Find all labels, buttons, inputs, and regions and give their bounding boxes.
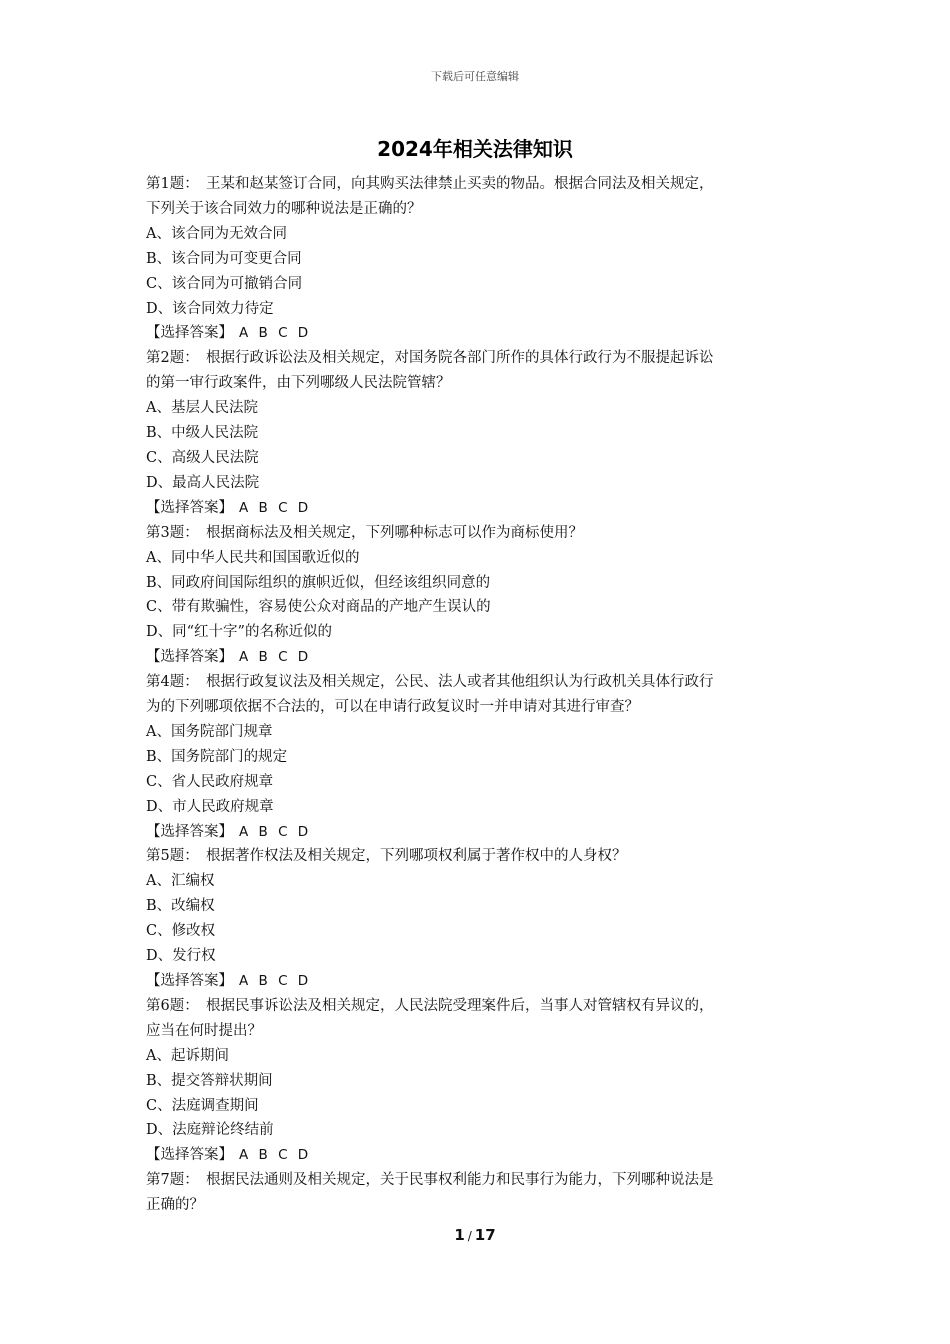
answer-selection (146, 820, 812, 845)
answer-label: 【选择答案】 (146, 649, 233, 666)
answer-option: B、该合同为可变更合同 (146, 250, 302, 267)
answer-selection (146, 321, 812, 346)
total-pages: 17 (474, 1226, 496, 1244)
question-block (146, 994, 812, 1168)
answer-label: 【选择答案】 (146, 823, 233, 840)
answer-label: 【选择答案】 (146, 325, 233, 342)
answer-letters: A B C D (239, 499, 309, 516)
current-page: 1 (454, 1226, 465, 1244)
answer-selection (146, 1143, 812, 1168)
answer-option: A、国务院部门规章 (146, 723, 273, 740)
answer-option: B、提交答辩状期间 (146, 1072, 273, 1089)
answer-option: D、最高人民法院 (146, 474, 260, 491)
answer-option: B、改编权 (146, 898, 215, 915)
document-title: 2024年相关法律知识 (377, 137, 573, 161)
answer-option: A、起诉期间 (146, 1047, 229, 1064)
answer-option: A、该合同为无效合同 (146, 225, 287, 242)
answer-label: 【选择答案】 (146, 499, 233, 516)
answer-option: C、带有欺骗性，容易使公众对商品的产地产生误认的 (146, 599, 491, 616)
question-block (146, 670, 812, 844)
answer-letters: A B C D (239, 325, 309, 342)
answer-option: C、修改权 (146, 923, 216, 940)
answer-option: A、基层人民法院 (146, 400, 258, 417)
answer-option: D、同“红十字”的名称近似的 (146, 624, 332, 641)
header-note: 下载后可任意编辑 (431, 70, 519, 83)
question-block (146, 844, 812, 993)
question-text: 第5题： 根据著作权法及相关规定，下列哪项权利属于著作权中的人身权？ (146, 848, 627, 865)
question-block (146, 1168, 812, 1218)
answer-letters: A B C D (239, 1147, 309, 1164)
answer-letters: A B C D (239, 649, 309, 666)
question-text: 第7题： 根据民法通则及相关规定，关于民事权利能力和民事行为能力，下列哪种说法是 (146, 1172, 714, 1189)
answer-label: 【选择答案】 (146, 973, 233, 989)
answer-selection (146, 969, 812, 994)
question-list (146, 172, 812, 1218)
answer-option: D、该合同效力待定 (146, 300, 274, 317)
question-text: 下列关于该合同效力的哪种说法是正确的？ (146, 200, 422, 217)
answer-option: B、国务院部门的规定 (146, 748, 288, 765)
question-text: 正确的？ (146, 1197, 204, 1214)
answer-selection (146, 496, 812, 521)
question-text: 第3题： 根据商标法及相关规定，下列哪种标志可以作为商标使用？ (146, 524, 583, 541)
answer-option: D、市人民政府规章 (146, 798, 274, 815)
question-text: 的第一审行政案件，由下列哪级人民法院管辖？ (146, 375, 451, 392)
page-number (0, 1226, 950, 1244)
answer-option: D、法庭辩论终结前 (146, 1122, 274, 1139)
answer-letters: A B C D (239, 973, 309, 989)
question-text: 第2题： 根据行政诉讼法及相关规定，对国务院各部门所作的具体行政行为不服提起诉讼 (146, 350, 714, 367)
question-text: 为的下列哪项依据不合法的，可以在申请行政复议时一并申请对其进行审查？ (146, 699, 639, 716)
answer-option: C、法庭调查期间 (146, 1097, 259, 1114)
question-text: 第6题： 根据民事诉讼法及相关规定，人民法院受理案件后，当事人对管辖权有异议的， (146, 997, 714, 1014)
answer-option: B、中级人民法院 (146, 425, 259, 442)
question-text: 第1题： 王某和赵某签订合同，向其购买法律禁止买卖的物品。根据合同法及相关规定， (146, 176, 714, 192)
answer-selection (146, 645, 812, 670)
answer-label: 【选择答案】 (146, 1147, 233, 1164)
answer-option: D、发行权 (146, 948, 216, 965)
answer-option: C、省人民政府规章 (146, 773, 274, 790)
answer-option: B、同政府间国际组织的旗帜近似，但经该组织同意的 (146, 574, 491, 591)
question-block (146, 521, 812, 670)
answer-option: A、同中华人民共和国国歌近似的 (146, 549, 360, 566)
question-text: 应当在何时提出？ (146, 1022, 262, 1039)
question-block (146, 346, 812, 520)
question-text: 第4题： 根据行政复议法及相关规定，公民、法人或者其他组织认为行政机关具体行政行 (146, 674, 714, 691)
page-separator: / (467, 1229, 472, 1243)
answer-letters: A B C D (239, 823, 309, 840)
answer-option: C、该合同为可撤销合同 (146, 275, 303, 292)
question-block (146, 172, 812, 346)
answer-option: A、汇编权 (146, 873, 215, 890)
answer-option: C、高级人民法院 (146, 449, 259, 466)
